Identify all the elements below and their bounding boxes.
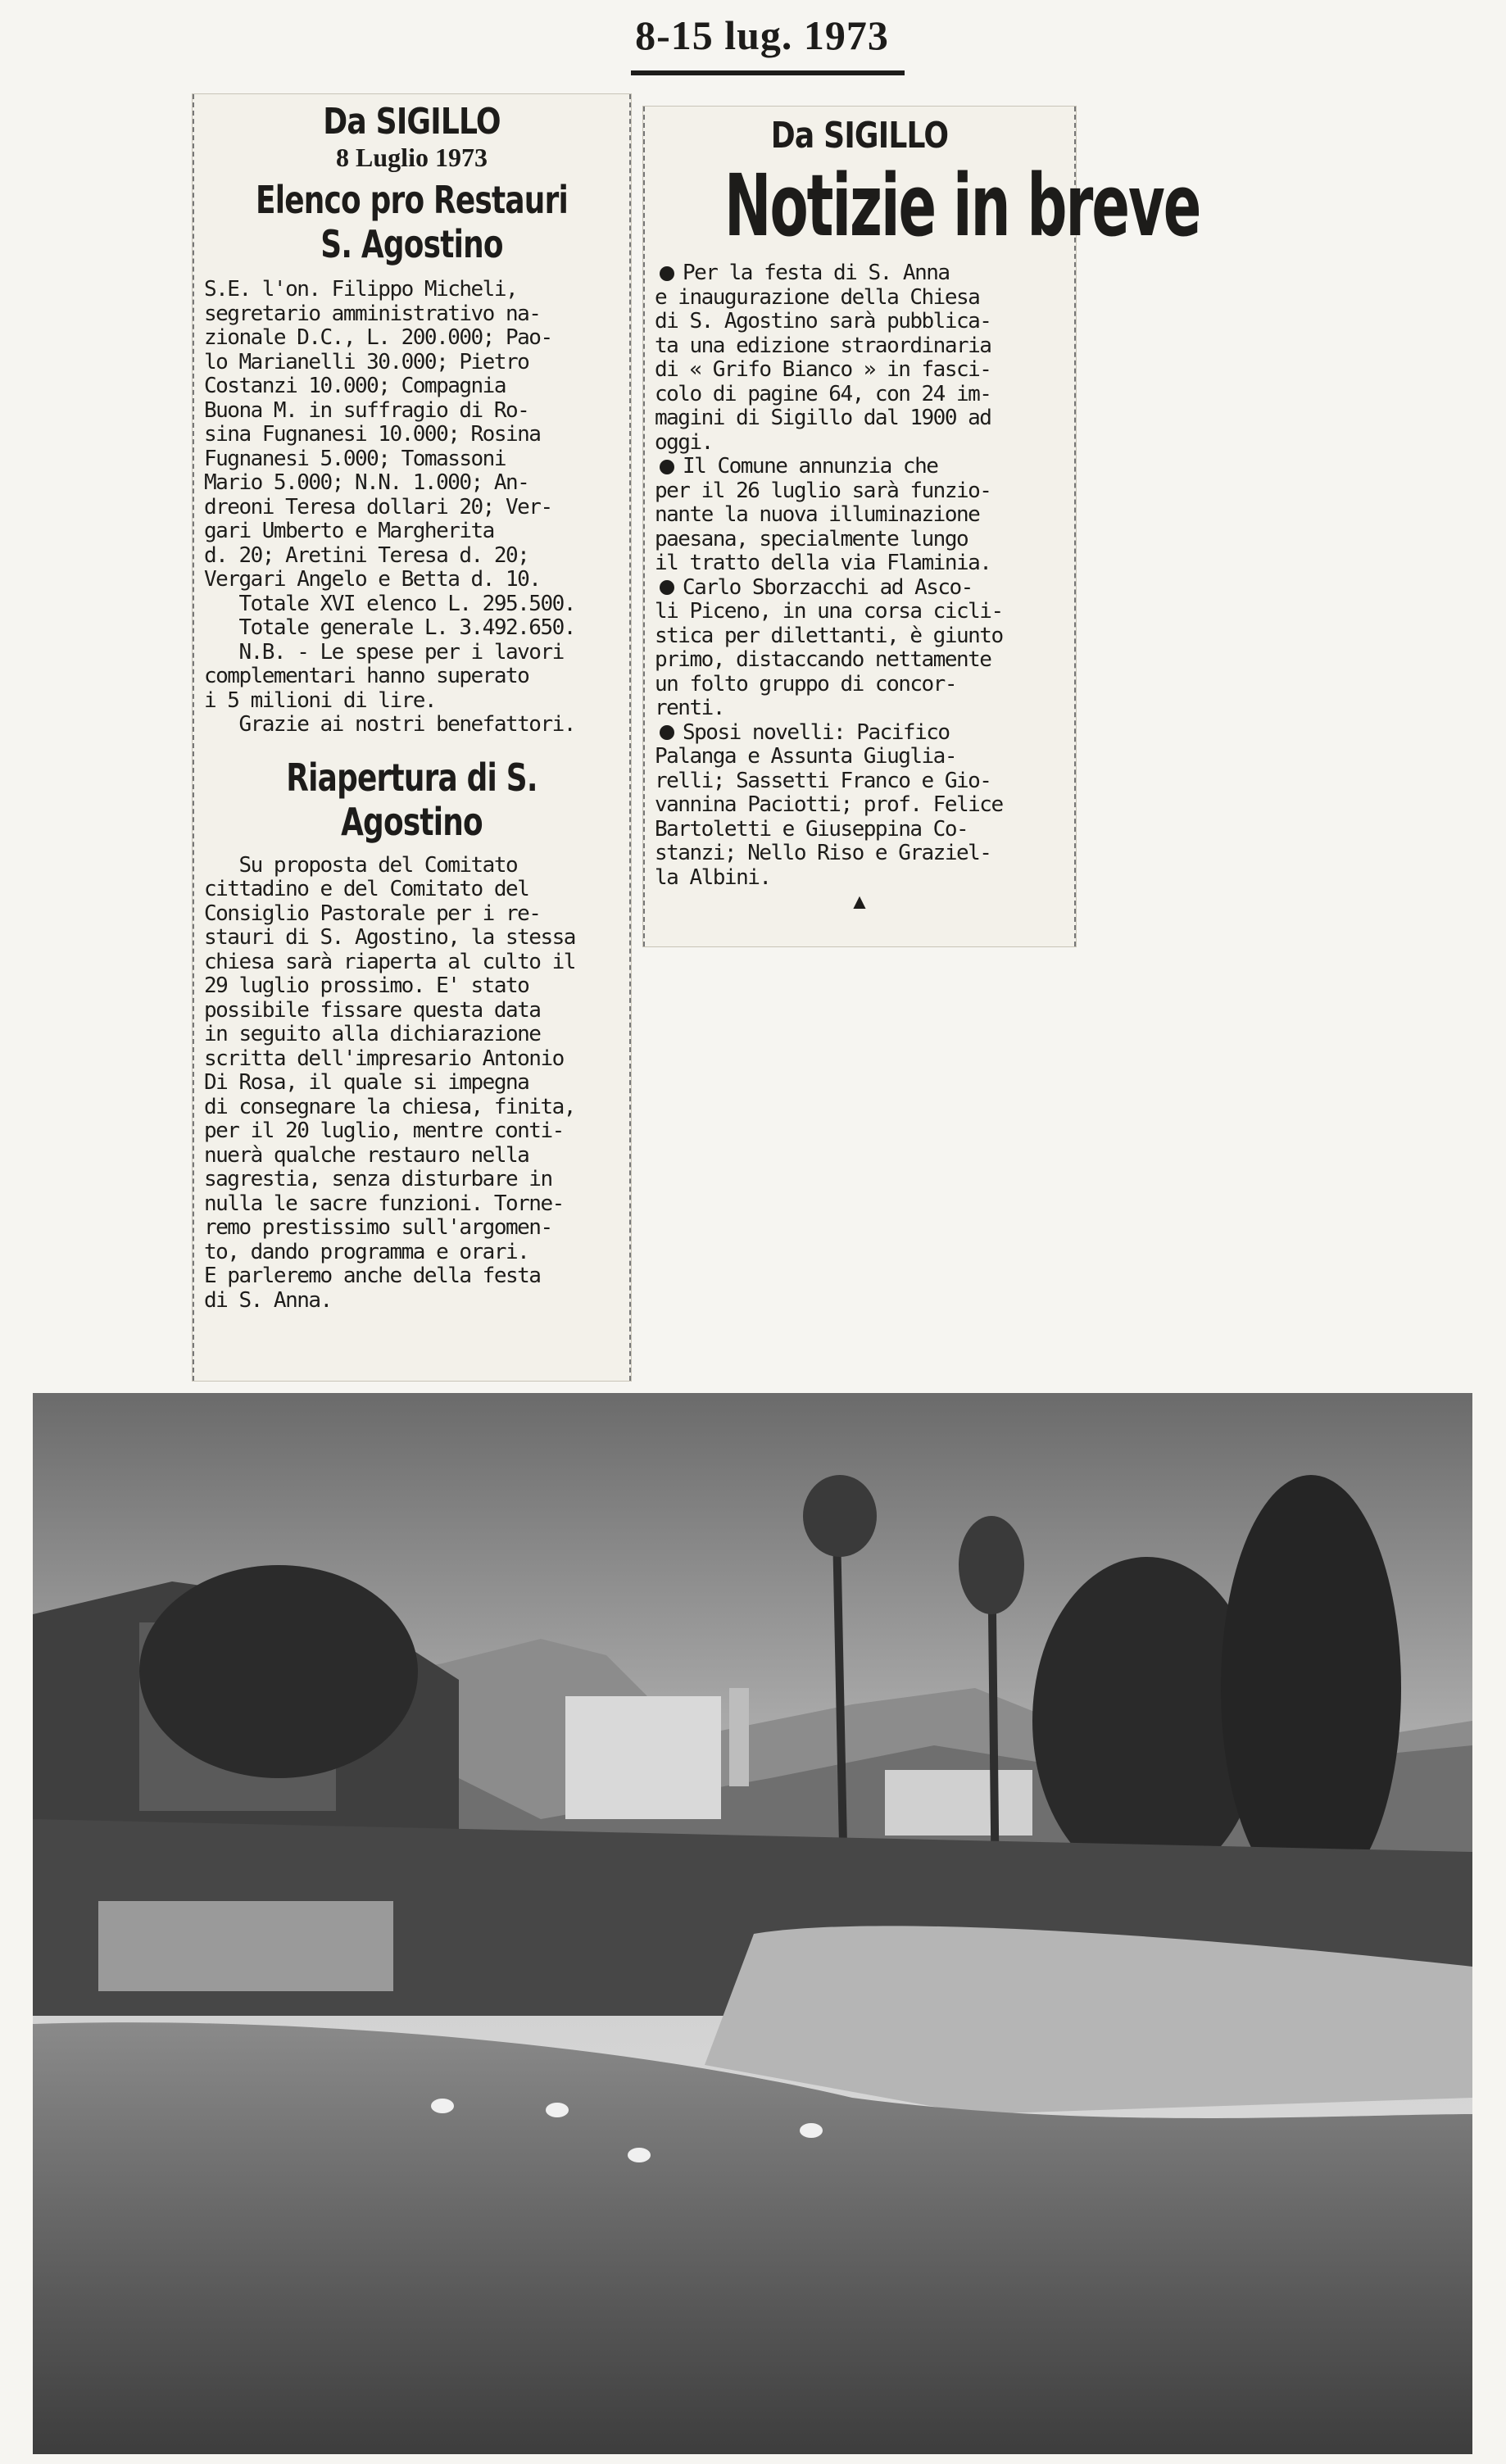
text-line: scritta dell'impresario Antonio bbox=[204, 1046, 564, 1071]
text-line: d. 20; Aretini Teresa d. 20; bbox=[204, 542, 529, 568]
village-buildings bbox=[565, 1696, 721, 1819]
text-line bbox=[655, 455, 1064, 479]
text-line: i 5 milioni di lire. bbox=[204, 687, 437, 713]
text-line bbox=[655, 769, 1064, 794]
news-item bbox=[655, 455, 1064, 576]
duck bbox=[628, 2148, 651, 2162]
text-line: in seguito alla dichiarazione bbox=[204, 1022, 541, 1046]
text-line bbox=[655, 431, 1064, 456]
text-line-content: Carlo Sborzacchi ad Asco- bbox=[683, 574, 973, 600]
text-line: dreoni Teresa dollari 20; Ver- bbox=[204, 494, 552, 520]
text-line-content: Il Comune annunzia che bbox=[683, 454, 938, 479]
text-line: Di Rosa, il quale si impegna bbox=[204, 1070, 529, 1095]
duck bbox=[431, 2099, 454, 2113]
text-line: Fugnanesi 5.000; Tomassoni bbox=[204, 446, 506, 471]
text-line: remo prestissimo sull'argomen- bbox=[204, 1215, 552, 1240]
text-line bbox=[655, 624, 1064, 649]
text-line-content: colo di pagine 64, con 24 im- bbox=[655, 381, 991, 406]
text-line bbox=[655, 600, 1064, 624]
bullet-icon bbox=[660, 460, 674, 474]
text-line-content: paesana, specialmente lungo bbox=[655, 526, 968, 551]
left-clipping bbox=[193, 94, 631, 1381]
text-line: lo Marianelli 30.000; Pietro bbox=[204, 349, 529, 374]
text-line: N.B. - Le spese per i lavori bbox=[204, 639, 564, 665]
end-mark: ▲ bbox=[849, 890, 870, 914]
text-line: chiesa sarà riaperta al culto il bbox=[204, 949, 575, 974]
text-line bbox=[655, 648, 1064, 673]
text-line bbox=[655, 551, 1064, 576]
text-line-content: li Piceno, in una corsa cicli- bbox=[655, 599, 1003, 624]
text-line: cittadino e del Comitato del bbox=[204, 877, 529, 901]
village-houses bbox=[885, 1770, 1032, 1836]
text-line bbox=[655, 866, 1064, 891]
text-line: Mario 5.000; N.N. 1.000; An- bbox=[204, 470, 529, 495]
text-line bbox=[655, 286, 1064, 311]
text-line bbox=[655, 818, 1064, 842]
text-line: stauri di S. Agostino, la stessa bbox=[204, 925, 575, 950]
text-line-content: per il 26 luglio sarà funzio- bbox=[655, 478, 991, 503]
text-line: to, dando programma e orari. bbox=[204, 1239, 529, 1264]
text-line bbox=[655, 793, 1064, 818]
text-line: nuerà qualche restauro nella bbox=[204, 1142, 529, 1168]
text-line-content: stanzi; Nello Riso e Graziel- bbox=[655, 841, 991, 865]
text-line bbox=[655, 383, 1064, 407]
text-line-content: Sposi novelli: Pacifico bbox=[683, 719, 950, 745]
text-line-content: magini di Sigillo dal 1900 ad bbox=[655, 406, 991, 430]
left-clipping-date: 8 Luglio 1973 bbox=[336, 143, 488, 172]
article1-title-line1: Elenco pro Restauri bbox=[255, 178, 569, 222]
text-line bbox=[655, 721, 1064, 746]
text-line-content: la Albini. bbox=[655, 864, 771, 890]
landscape-photo-drawing bbox=[33, 1393, 1472, 2454]
text-line: Costanzi 10.000; Compagnia bbox=[204, 374, 506, 398]
text-line: Su proposta del Comitato bbox=[204, 852, 518, 878]
text-line: di S. Anna. bbox=[204, 1287, 332, 1313]
news-items bbox=[655, 261, 1064, 890]
text-line: possibile fissare questa data bbox=[204, 997, 541, 1023]
text-line bbox=[655, 697, 1064, 721]
poplar-crown bbox=[803, 1475, 877, 1557]
text-line: Buona M. in suffragio di Ro- bbox=[204, 397, 529, 423]
landscape-photo bbox=[33, 1393, 1472, 2454]
text-line bbox=[655, 673, 1064, 697]
text-line-content: oggi. bbox=[655, 429, 713, 455]
text-line: S.E. l'on. Filippo Micheli, bbox=[204, 277, 518, 302]
bullet-icon bbox=[660, 580, 674, 595]
text-line: Vergari Angelo e Betta d. 10. bbox=[204, 567, 541, 592]
text-line bbox=[655, 528, 1064, 552]
text-line: sina Fugnanesi 10.000; Rosina bbox=[204, 422, 541, 447]
text-line-content: Bartoletti e Giuseppina Co- bbox=[655, 816, 968, 842]
text-line-content: relli; Sassetti Franco e Gio- bbox=[655, 768, 991, 793]
left-clipping-source: Da SIGILLO bbox=[323, 101, 501, 143]
text-line bbox=[655, 503, 1064, 528]
text-line: Consiglio Pastorale per i re- bbox=[204, 901, 541, 926]
text-line bbox=[655, 842, 1064, 866]
text-line-content: Per la festa di S. Anna bbox=[683, 261, 950, 285]
text-line-content: di « Grifo Bianco » in fasci- bbox=[655, 357, 991, 382]
text-line-content: stica per dilettanti, è giunto bbox=[655, 623, 1003, 648]
text-line bbox=[655, 406, 1064, 431]
text-line-content: vannina Paciotti; prof. Felice bbox=[655, 792, 1003, 817]
article2-body bbox=[204, 854, 619, 1314]
text-line: E parleremo anche della festa bbox=[204, 1264, 541, 1288]
bell-tower bbox=[729, 1688, 749, 1786]
article2-title: Riapertura di S. Agostino bbox=[286, 755, 538, 844]
text-line: Totale generale L. 3.492.650. bbox=[204, 615, 575, 640]
right-clipping bbox=[643, 107, 1200, 946]
article1-title-line2: S. Agostino bbox=[320, 222, 503, 266]
tree-left bbox=[139, 1565, 418, 1778]
text-line bbox=[655, 745, 1064, 769]
text-line-content: di S. Agostino sarà pubblica- bbox=[655, 309, 991, 334]
text-line: Grazie ai nostri benefattori. bbox=[204, 712, 575, 737]
right-clipping-source: Da SIGILLO bbox=[770, 115, 949, 157]
text-line-content: e inaugurazione della Chiesa bbox=[655, 284, 980, 310]
text-line: segretario amministrativo na- bbox=[204, 301, 541, 326]
text-line: complementari hanno superato bbox=[204, 664, 529, 688]
duck bbox=[800, 2123, 823, 2138]
text-line: zionale D.C., L. 200.000; Pao- bbox=[204, 325, 552, 350]
text-line-content: renti. bbox=[655, 696, 724, 720]
text-line bbox=[655, 576, 1064, 601]
text-line-content: il tratto della via Flaminia. bbox=[655, 551, 991, 575]
text-line-content: Palanga e Assunta Giuglia- bbox=[655, 744, 956, 769]
tall-poplar-right bbox=[1221, 1475, 1401, 1901]
duck bbox=[546, 2103, 569, 2117]
news-item bbox=[655, 261, 1064, 455]
poplar-crown bbox=[959, 1516, 1024, 1614]
right-clipping-title: Notizie in breve bbox=[724, 156, 1200, 256]
text-line: Totale XVI elenco L. 295.500. bbox=[204, 591, 575, 616]
text-line: di consegnare la chiesa, finita, bbox=[204, 1094, 575, 1119]
text-line: per il 20 luglio, mentre conti- bbox=[204, 1119, 564, 1143]
news-item bbox=[655, 576, 1064, 721]
text-line-content: nante la nuova illuminazione bbox=[655, 502, 980, 527]
text-line bbox=[655, 334, 1064, 359]
article1-body bbox=[204, 278, 619, 737]
bullet-icon bbox=[660, 266, 674, 281]
text-line: 29 luglio prossimo. E' stato bbox=[204, 973, 529, 998]
stone-wall bbox=[98, 1901, 393, 1991]
text-line-content: un folto gruppo di concor- bbox=[655, 671, 956, 697]
date-header-underline bbox=[631, 70, 905, 75]
text-line bbox=[655, 310, 1064, 334]
text-line bbox=[655, 358, 1064, 383]
text-line-content: primo, distaccando nettamente bbox=[655, 647, 991, 672]
text-line: nulla le sacre funzioni. Torne- bbox=[204, 1191, 564, 1216]
date-header: 8-15 lug. 1973 bbox=[635, 12, 889, 58]
text-line bbox=[655, 261, 1064, 286]
text-line: sagrestia, senza disturbare in bbox=[204, 1167, 552, 1191]
bullet-icon bbox=[660, 725, 674, 740]
text-line bbox=[655, 479, 1064, 504]
news-item bbox=[655, 721, 1064, 891]
text-line: gari Umberto e Margherita bbox=[204, 519, 494, 543]
text-line-content: ta una edizione straordinaria bbox=[655, 333, 991, 358]
